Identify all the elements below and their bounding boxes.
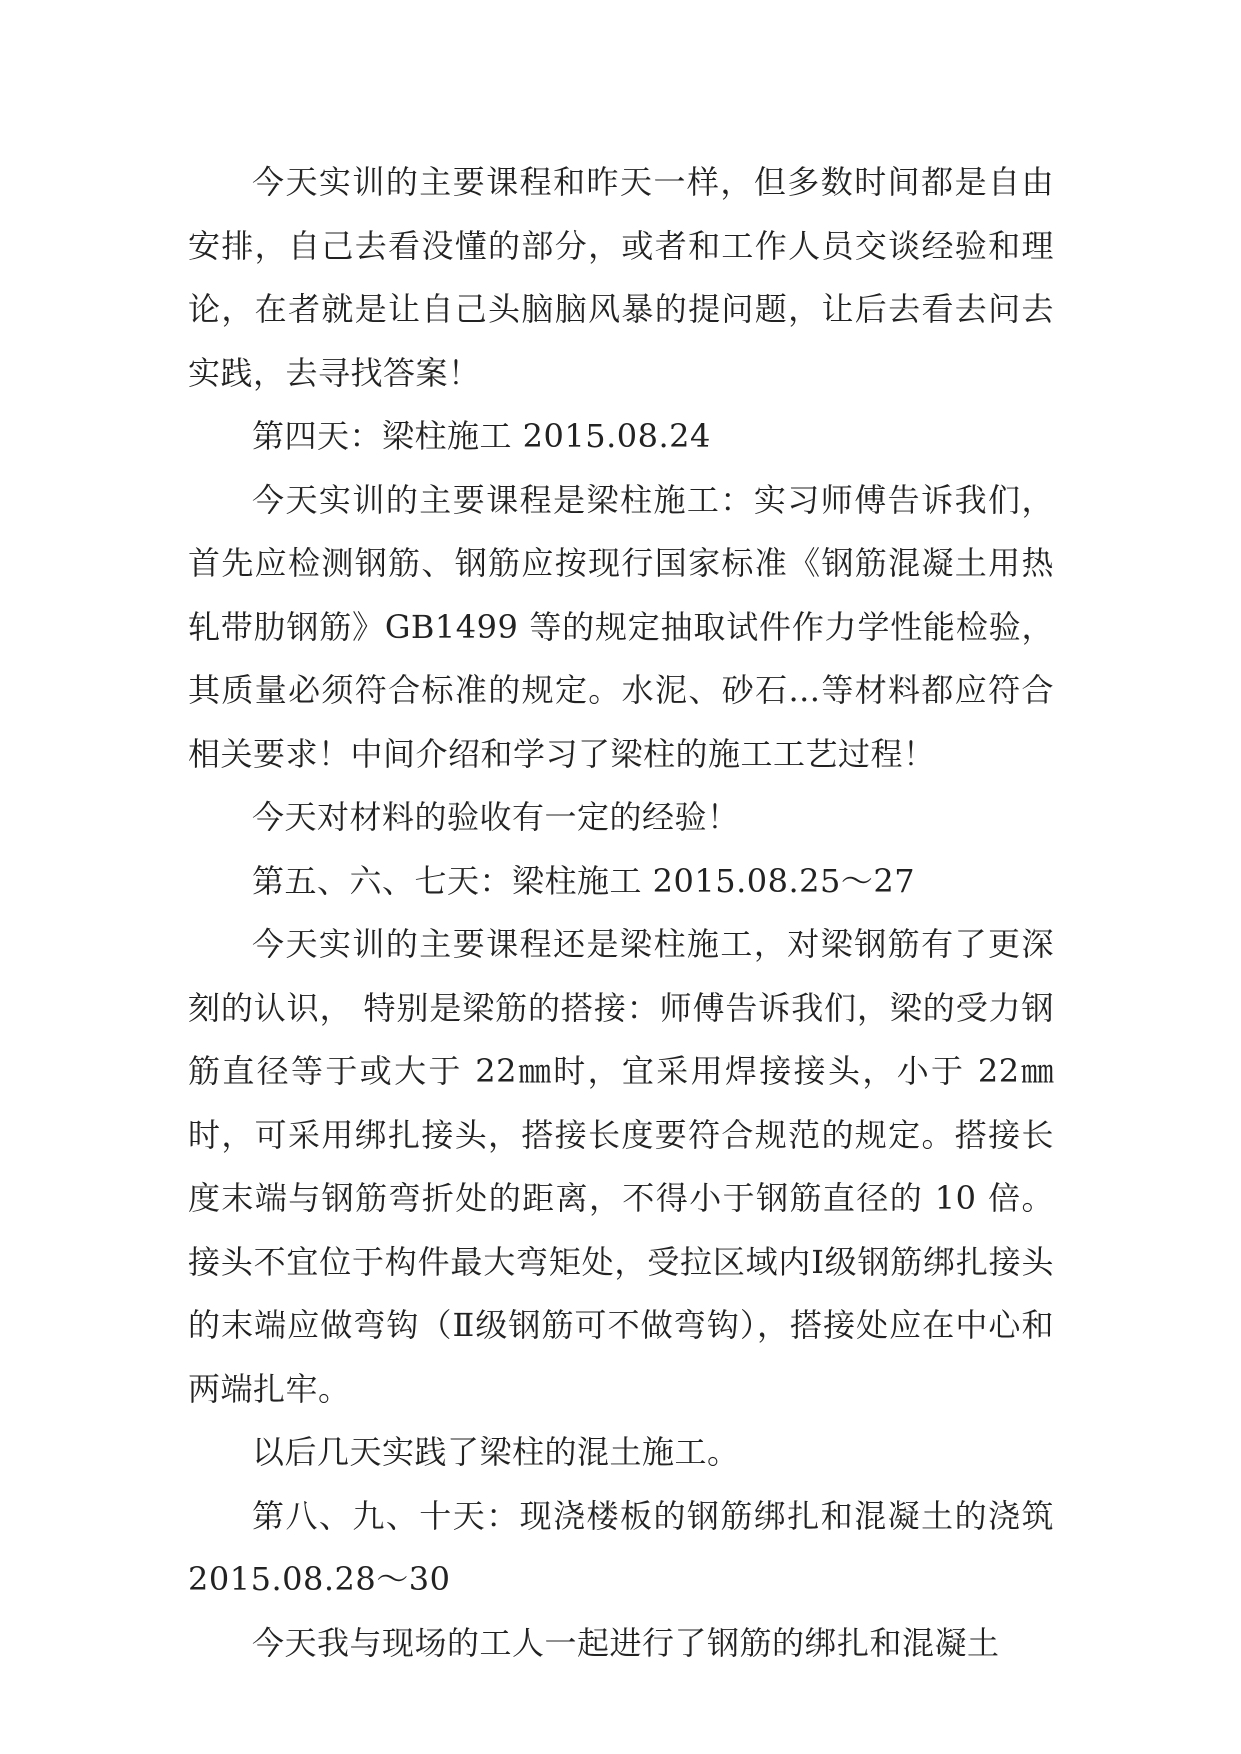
- paragraph-slab-rebar-binding: 今天我与现场的工人一起进行了钢筋的绑扎和混凝土: [252, 1623, 1000, 1662]
- heading-days-eight-to-ten: 第八、九、十天：现浇楼板的钢筋绑扎和混凝土的浇筑 2015.08.28～30: [188, 1496, 1065, 1598]
- paragraph-beam-column-materials: 今天实训的主要课程是梁柱施工：实习师傅告诉我们，首先应检测钢筋、钢筋应按现行国家标准《钢筋混凝土用热轧带肋钢筋》GB1499 等的规定抽取试件作力学性能检验，其质量必须符合标准的规定。水泥、砂石...等材料都应符合相关要求！中间介绍和学习了梁柱的施工工艺过程！: [188, 480, 1054, 773]
- heading-days-five-to-seven: 第五、六、七天：梁柱施工 2015.08.25～27: [252, 861, 916, 900]
- paragraph-material-acceptance: 今天对材料的验收有一定的经验！: [252, 798, 740, 836]
- paragraph-free-arrangement: 今天实训的主要课程和昨天一样，但多数时间都是自由安排，自己去看没懂的部分，或者和工作人员交谈经验和理论，在者就是让自己头脑脑风暴的提问题，让后去看去问去实践，去寻找答案！: [188, 163, 1054, 392]
- paragraph-concrete-practice: 以后几天实践了梁柱的混土施工。: [252, 1433, 740, 1471]
- heading-day-four: 第四天：梁柱施工 2015.08.24: [252, 417, 711, 455]
- document-body: [188, 151, 1065, 1675]
- paragraph-rebar-lap-joints: 今天实训的主要课程还是梁柱施工，对梁钢筋有了更深刻的认识， 特别是梁筋的搭接：师傅告诉我们，梁的受力钢筋直径等于或大于 22㎜时，宜采用焊接接头，小于 22㎜时，可采用绑扎接头，搭接长度要符合规范的规定。搭接长度末端与钢筋弯折处的距离，不得小于钢筋直径的 10 倍。接头不宜位于构件最大弯矩处，受拉区域内Ⅰ级钢筋绑扎接头的末端应做弯钩（Ⅱ级钢筋可不做弯钩），搭接处应在中心和两端扎牢。: [188, 925, 1054, 1408]
